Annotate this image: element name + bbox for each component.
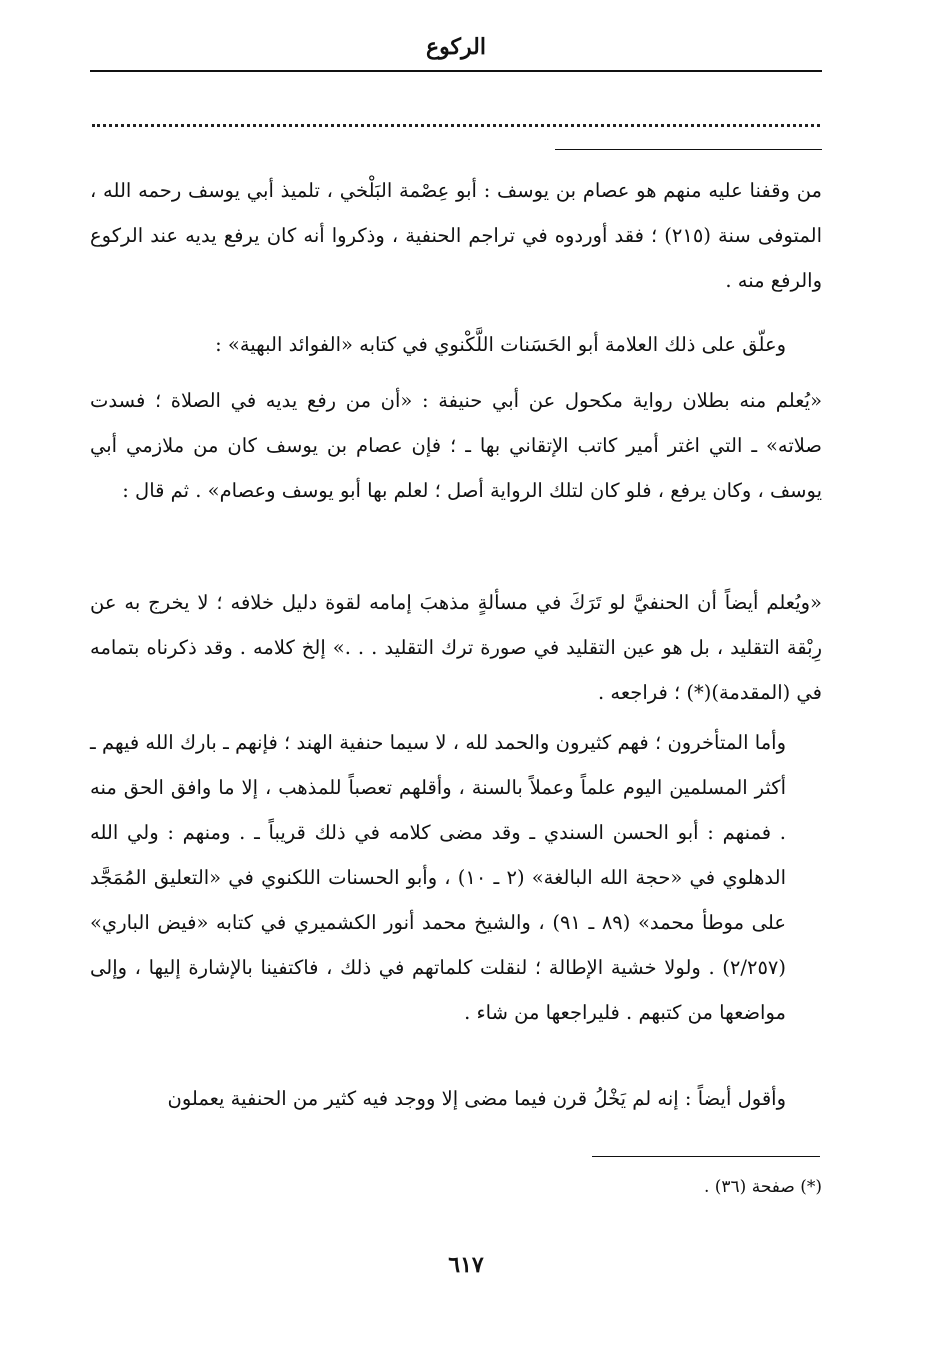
dotted-separator (92, 124, 820, 127)
paragraph-text: «يُعلم منه بطلان رواية مكحول عن أبي حنيفة : «أن من رفع يديه في الصلاة ؛ فسدت صلاته» ـ التي اغتر أمير كاتب الإتقاني بها ـ ؛ فإن عصام بن يوسف كان من ملازمي أبي يوسف ، وكان يرفع ، فلو كان لتلك الرواية أصل ؛ لعلم بها أبو يوسف وعصام» . ثم قال : (90, 389, 822, 502)
paragraph-text: «ويُعلم أيضاً أن الحنفيَّ لو تَرَكَ في مسألةٍ مذهبَ إمامه لقوة دليل خلافه ؛ لا يخرج به عن رِبْقة التقليد ، بل هو عين التقليد في صورة ترك التقليد . . .» إلخ كلامه . وقد ذكرناه بتمامه في (المقدمة)(*) ؛ فراجعه . (90, 591, 822, 704)
paragraph-3-quote (90, 378, 822, 513)
footnote: (*) صفحة (٣٦) . (703, 1177, 822, 1197)
page-number: ٦١٧ (448, 1252, 484, 1278)
header-rule (90, 70, 822, 72)
paragraph-2 (90, 322, 822, 367)
paragraph-1 (90, 168, 822, 303)
paragraph-text: وأما المتأخرون ؛ فهم كثيرون والحمد لله ، لا سيما حنفية الهند ؛ فإنهم ـ بارك الله فيهم ـ أكثر المسلمين اليوم علماً وعملاً بالسنة ، وأقلهم تعصباً للمذهب ، إلا ما وافق الحق منه . فمنهم : أبو الحسن السندي ـ وقد مضى كلامه في ذلك قريباً ـ . ومنهم : ولي الله الدهلوي في «حجة الله البالغة» (٢ ـ ١٠) ، وأبو الحسنات اللكنوي في «التعليق المُمَجَّد على موطأ محمد» (٨٩ ـ ٩١) ، والشيخ محمد أنور الكشميري في كتابه «فيض الباري» (٢/٢٥٧) . ولولا خشية الإطالة ؛ لنقلت كلماتهم في ذلك ، فاكتفينا بالإشارة إليها ، وإلى مواضعها من كتبهم . فليراجعها من شاء . (90, 731, 786, 1024)
paragraph-4-quote (90, 580, 822, 715)
footnote-rule (592, 1156, 820, 1157)
running-title: الركوع (426, 34, 486, 60)
paragraph-text: وأقول أيضاً : إنه لم يَخْلُ قرن فيما مضى إلا ووجد فيه كثير من الحنفية يعملون (167, 1087, 786, 1110)
paragraph-6 (90, 1076, 822, 1121)
paragraph-text: من وقفنا عليه منهم هو عصام بن يوسف : أبو عِصْمة البَلْخي ، تلميذ أبي يوسف رحمه الله ، المتوفى سنة (٢١٥) ؛ فقد أوردوه في تراجم الحنفية ، وذكروا أنه كان يرفع يديه عند الركوع والرفع منه . (90, 179, 822, 292)
paragraph-5 (90, 720, 822, 1035)
short-separator (555, 149, 822, 150)
paragraph-text: وعلّق على ذلك العلامة أبو الحَسَنات اللَّكْنوي في كتابه «الفوائد البهية» : (215, 333, 786, 356)
